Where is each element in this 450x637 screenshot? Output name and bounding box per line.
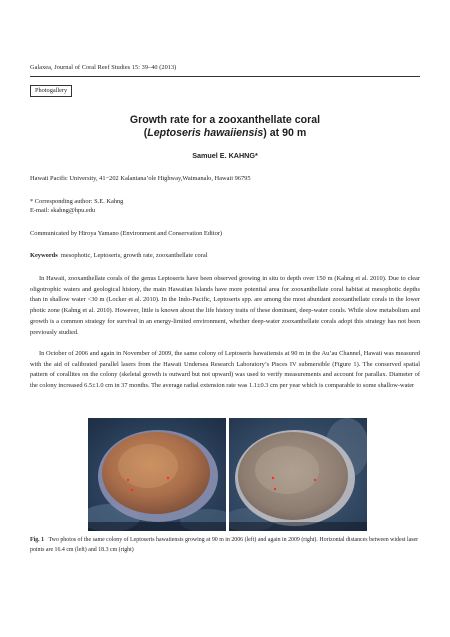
body-paragraph-2 xyxy=(30,349,420,392)
corresponding-author: * Corresponding author: S.E. Kahng xyxy=(30,198,124,205)
author-email: E-mail: skahng@hpu.edu xyxy=(30,207,96,214)
coral-photo-2006 xyxy=(88,418,226,531)
paragraph-1-text: In Hawaii, zooxanthellate corals of the genus Leptoseris have been observed growing in situ to depth over 150 m (Kahng et al. 2010). Due to clear oligotrophic waters and geological history, the main Hawaiian Islands have more potential area for zooxanthellate coral habitat at mesophotic depths than in shallow water <30 m (Locker et al. 2010). In the Indo-Pacific, Leptoseris spp. are among the most abundant zooxanthellate corals in the lower photic zone (Kahng et al. 2010). However, little is known about the life history traits of these dominant, deep-water corals. While slow metabolism and growth is a common strategy for survival in an energy-limited environment, whether deep-water zooxanthellate corals adopt this strategy has not been previously studied. xyxy=(30,275,420,336)
figure-photo-2009 xyxy=(229,418,367,531)
keywords-label: Keywords xyxy=(30,252,58,259)
article-title-line1: Growth rate for a zooxanthellate coral xyxy=(129,114,321,126)
paragraph-2-text: In October of 2006 and again in November of 2009, the same colony of Leptoseris hawaiiensis at 90 m in the Au’au Channel, Hawaii was measured with the aid of calibrated parallel lasers from the Hawaii Undersea Research Laboratory’s Pisces IV submersible (Figure 1). The conserved spatial pattern of corallites on the colony (skeletal growth is outward but not upward) was used to verify measurements and account for parallax. Diameter of the colony increased 6.5±1.0 cm in 37 months. The average radial extension rate was 1.1±0.3 cm per year which is comparable to some shallow-water xyxy=(30,350,420,390)
journal-citation: Galaxea, Journal of Coral Reef Studies 15: 39–40 (2013) xyxy=(30,64,177,71)
figure-caption-text: Two photos of the same colony of Leptoseris hawaiiensis growing at 90 m in 2006 (left) and again in 2009 (right). Horizontal distances between widest laser points are 16.4 cm (left) and 18.3 cm (right) xyxy=(30,537,419,553)
header-rule xyxy=(30,76,420,77)
author-name: Samuel E. KAHNG* xyxy=(192,151,258,160)
body-paragraph-1 xyxy=(30,274,420,338)
author-affiliation: Hawaii Pacific University, 41−202 Kalaniana’ole Highway,Waimanalo, Hawaii 96795 xyxy=(30,175,251,182)
figure-caption xyxy=(30,535,420,555)
figure-photo-2006 xyxy=(88,418,226,531)
communicated-by: Communicated by Hiroya Yamano (Environment and Conservation Editor) xyxy=(30,230,223,237)
figure-label: Fig. 1 xyxy=(30,537,45,543)
article-title-line2: (Leptoseris hawaiiensis) at 90 m xyxy=(143,127,307,139)
keywords-text: mesophotic, Leptoseris, growth rate, zooxanthellate coral xyxy=(60,252,208,259)
coral-photo-2009 xyxy=(229,418,367,531)
keywords-line xyxy=(30,252,208,259)
category-label: Photogallery xyxy=(30,85,72,97)
